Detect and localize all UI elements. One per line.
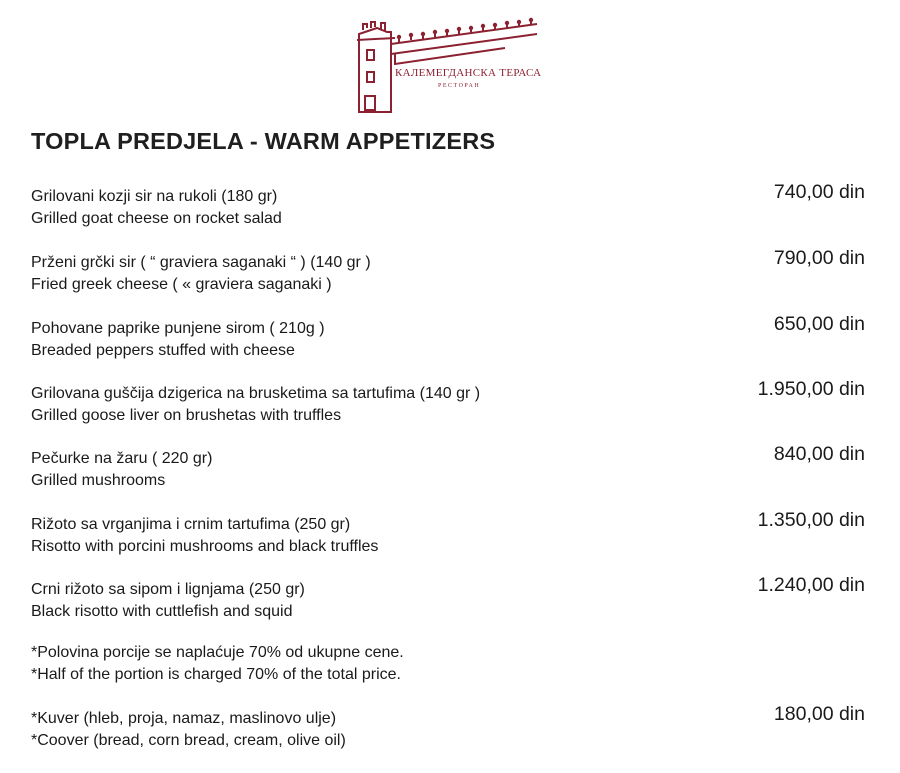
item-name-sr: Rižoto sa vrganjima i crnim tartufima (250 gr) bbox=[31, 516, 351, 533]
restaurant-logo bbox=[355, 14, 545, 114]
item-name-en: Grilled goat cheese on rocket salad bbox=[31, 210, 282, 227]
item-name-en: Breaded peppers stuffed with cheese bbox=[31, 342, 295, 359]
item-price: 1.350,00 din bbox=[757, 509, 865, 531]
logo-subtitle: РЕСТОРАН bbox=[438, 83, 481, 89]
menu-item bbox=[31, 247, 865, 296]
item-price: 740,00 din bbox=[773, 181, 865, 203]
note-en: *Half of the portion is charged 70% of the total price. bbox=[31, 666, 401, 683]
item-name-en: Black risotto with cuttlefish and squid bbox=[31, 603, 293, 620]
section-heading: TOPLA PREDJELA - WARM APPETIZERS bbox=[31, 128, 496, 154]
menu-item bbox=[31, 313, 865, 362]
item-price: 790,00 din bbox=[773, 247, 865, 269]
menu-item bbox=[31, 378, 865, 427]
item-name-sr: Grilovani kozji sir na rukoli (180 gr) bbox=[31, 188, 278, 205]
cover-name-sr: *Kuver (hleb, proja, namaz, maslinovo ulje) bbox=[31, 710, 337, 727]
item-name-sr: Grilovana guščija dzigerica na brusketima sa tartufima (140 gr ) bbox=[31, 385, 481, 402]
half-portion-note bbox=[31, 642, 404, 686]
note-sr: *Polovina porcije se naplaćuje 70% od ukupne cene. bbox=[31, 644, 404, 661]
item-name-sr: Pohovane paprike punjene sirom ( 210g ) bbox=[31, 320, 325, 337]
menu-item bbox=[31, 509, 865, 558]
cover-charge-item bbox=[31, 703, 865, 752]
item-name-sr: Pečurke na žaru ( 220 gr) bbox=[31, 450, 213, 467]
item-price: 1.240,00 din bbox=[757, 574, 865, 596]
item-name-en: Fried greek cheese ( « graviera saganaki ) bbox=[31, 276, 332, 293]
item-name-en: Grilled mushrooms bbox=[31, 472, 166, 489]
item-price: 650,00 din bbox=[773, 313, 865, 335]
menu-item bbox=[31, 574, 865, 623]
cover-price: 180,00 din bbox=[773, 703, 865, 725]
item-name-en: Grilled goose liver on brushetas with truffles bbox=[31, 407, 342, 424]
item-price: 1.950,00 din bbox=[757, 378, 865, 400]
item-price: 840,00 din bbox=[773, 443, 865, 465]
item-name-sr: Prženi grčki sir ( “ graviera saganaki “ ) (140 gr ) bbox=[31, 254, 371, 271]
menu-item bbox=[31, 443, 865, 492]
fortress-tower-icon bbox=[355, 14, 545, 114]
item-name-sr: Crni rižoto sa sipom i lignjama (250 gr) bbox=[31, 581, 305, 598]
menu-item bbox=[31, 181, 865, 230]
cover-name-en: *Coover (bread, corn bread, cream, olive oil) bbox=[31, 732, 346, 749]
item-name-en: Risotto with porcini mushrooms and black truffles bbox=[31, 538, 379, 555]
logo-title: КАЛЕМЕГДАНСКА ТЕРАСА bbox=[395, 67, 542, 79]
